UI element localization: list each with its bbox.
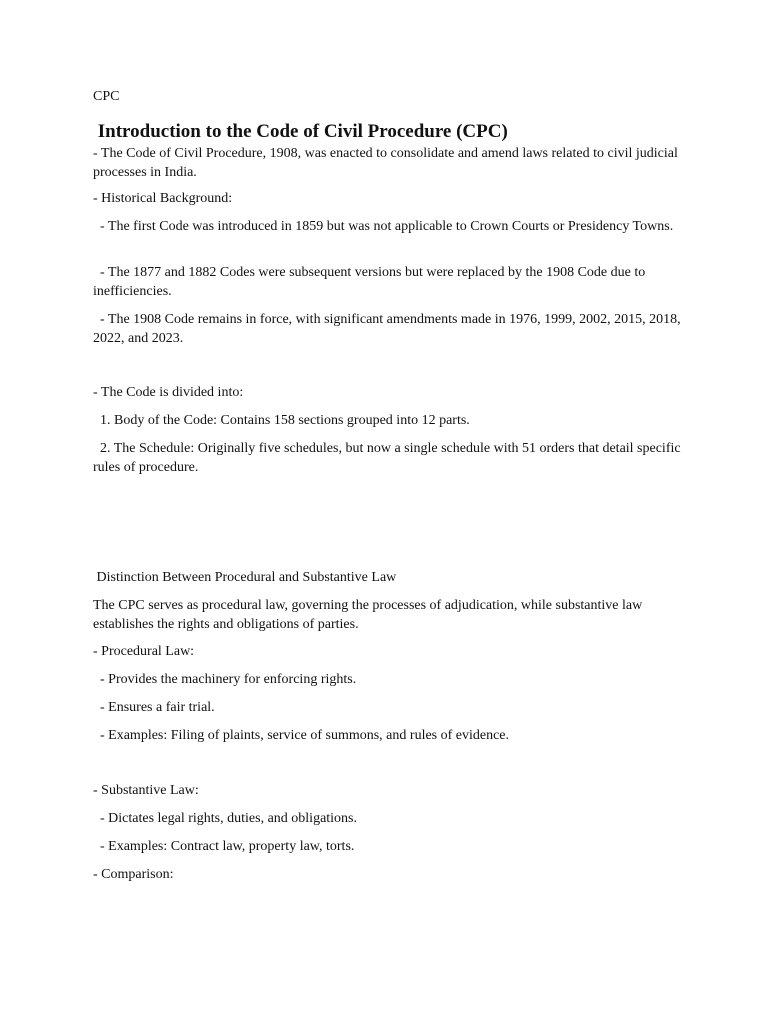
document-label: CPC [93, 89, 120, 104]
historical-item-3: - The 1908 Code remains in force, with significant amendments made in 1976, 1999, 2002, 2015, 2018, 2022, and 2023. [93, 312, 685, 346]
historical-heading: - Historical Background: [93, 191, 233, 206]
historical-item-1: - The first Code was introduced in 1859 but was not applicable to Crown Courts or Presidency Towns. [93, 219, 674, 234]
distinction-heading: Distinction Between Procedural and Substantive Law [93, 570, 397, 585]
division-heading: - The Code is divided into: [93, 385, 244, 400]
substantive-item-1: - Dictates legal rights, duties, and obligations. [93, 811, 358, 826]
division-item-1: 1. Body of the Code: Contains 158 sections grouped into 12 parts. [93, 413, 470, 428]
distinction-paragraph: The CPC serves as procedural law, governing the processes of adjudication, while substantive law establishes the rights and obligations of parties. [93, 598, 646, 632]
historical-item-2: - The 1877 and 1882 Codes were subsequent versions but were replaced by the 1908 Code due to inefficiencies. [93, 265, 649, 299]
substantive-item-2: - Examples: Contract law, property law, torts. [93, 839, 355, 854]
document-title: Introduction to the Code of Civil Procedure (CPC) [93, 121, 508, 142]
procedural-item-3: - Examples: Filing of plaints, service of summons, and rules of evidence. [93, 728, 510, 743]
intro-paragraph: - The Code of Civil Procedure, 1908, was enacted to consolidate and amend laws related to civil judicial processes in India. [93, 146, 682, 180]
division-item-2: 2. The Schedule: Originally five schedules, but now a single schedule with 51 orders that detail specific rules of procedure. [93, 441, 685, 475]
procedural-heading: - Procedural Law: [93, 644, 195, 659]
comparison-heading: - Comparison: [93, 867, 174, 882]
procedural-item-2: - Ensures a fair trial. [93, 700, 215, 715]
procedural-item-1: - Provides the machinery for enforcing rights. [93, 672, 357, 687]
substantive-heading: - Substantive Law: [93, 783, 199, 798]
